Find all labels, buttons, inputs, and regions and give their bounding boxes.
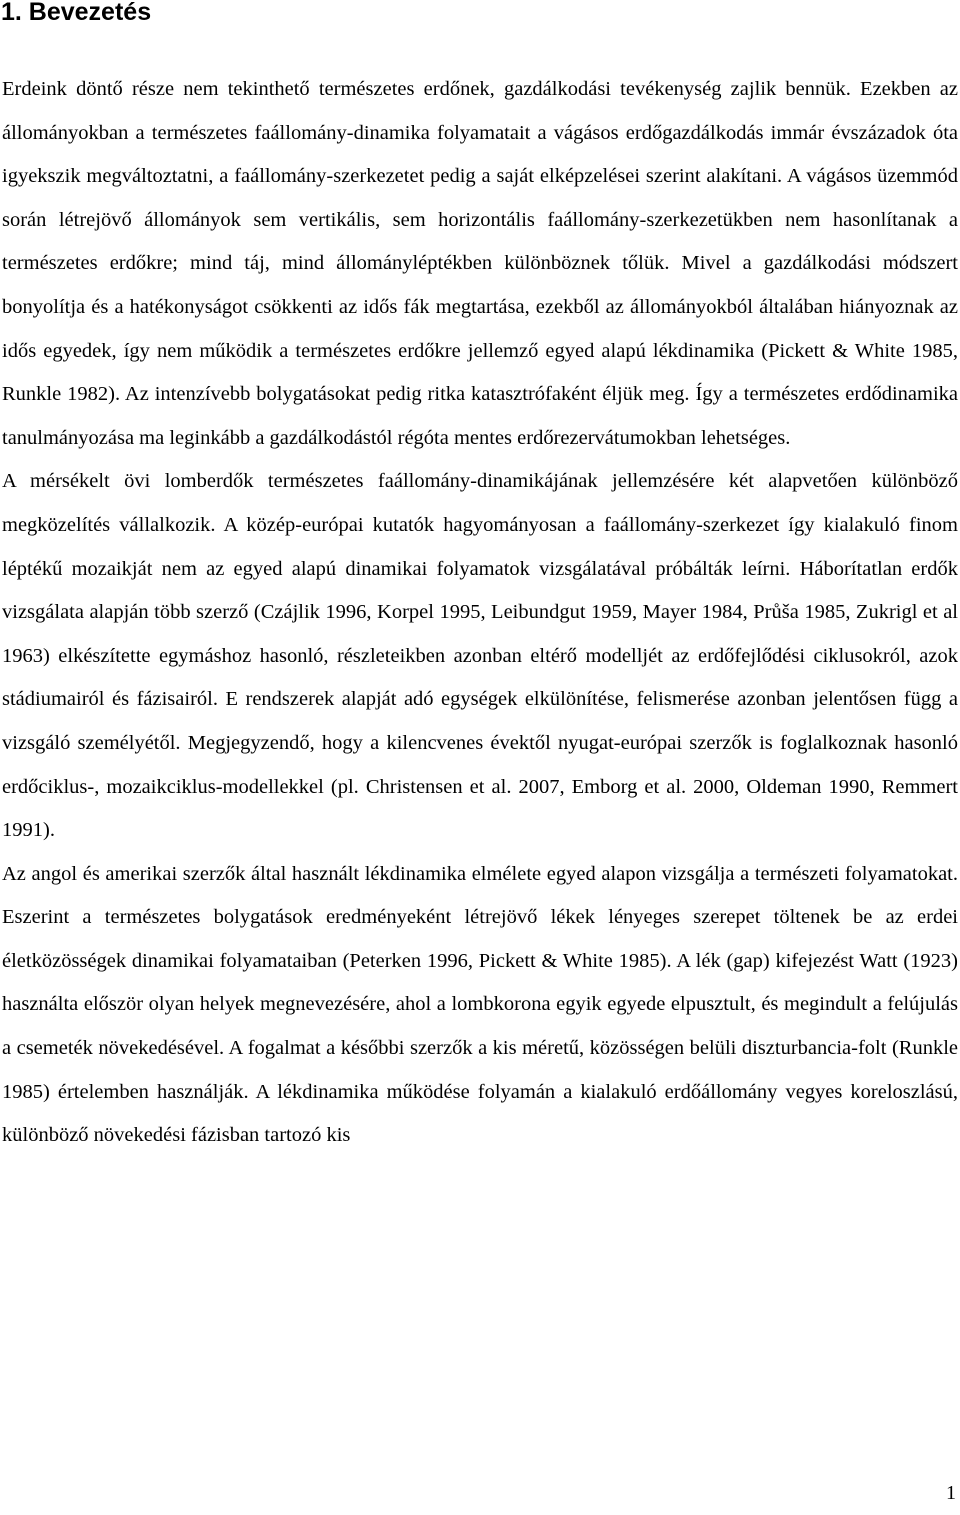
paragraph-1: Erdeink döntő része nem tekinthető természetes erdőnek, gazdálkodási tevékenység zajlik bennük. Ezekben az állományokban a természetes faállomány-dinamika folyamatait a vágásos erdőgazdálkodás immár évszázadok óta igyekszik megváltoztatni, a faállomány-szerkezetet pedig a saját elképzelései szerint alakítani. A vágásos üzemmód során létrejövő állományok sem vertikális, sem horizontális faállomány-szerkezetükben nem hasonlítanak a természetes erdőkre; mind táj, mind állományléptékben különböznek tőlük. Mivel a gazdálkodási módszert bonyolítja és a hatékonyságot csökkenti az idős fák megtartása, ezekből az állományokból általában hiányoznak az idős egyedek, így nem működik a természetes erdőkre jellemző egyed alapú lékdinamika (Pickett & White 1985, Runkle 1982). Az intenzívebb bolygatásokat pedig ritka katasztrófaként éljük meg. Így a természetes erdődinamika tanulmányozása ma leginkább a gazdálkodástól régóta mentes erdőrezervátumokban lehetséges.	[2, 78, 958, 449]
paragraph-2: A mérsékelt övi lomberdők természetes faállomány-dinamikájának jellemzésére két alapvetően különböző megközelítés vállalkozik. A közép-európai kutatók hagyományosan a faállomány-szerkezet így kialakuló finom léptékű mozaikját nem az egyed alapú dinamikai folyamatok vizsgálatával próbálták leírni. Háborítatlan erdők vizsgálata alapján több szerző (Czájlik 1996, Korpel 1995, Leibundgut 1959, Mayer 1984, Průša 1985, Zukrigl et al 1963) elkészítette egymáshoz hasonló, részleteikben azonban eltérő modelljét az erdőfejlődési ciklusokról, azok stádiumairól és fázisairól. E rendszerek alapját adó egységek elkülönítése, felismerése azonban jelentősen függ a vizsgáló személyétől. Megjegyzendő, hogy a kilencvenes évektől nyugat-európai szerzők is foglalkoznak hasonló erdőciklus-, mozaikciklus-modellekkel (pl. Christensen et al. 2007, Emborg et al. 2000, Oldeman 1990, Remmert 1991).	[2, 470, 958, 842]
section-heading: 1. Bevezetés	[1, 0, 152, 26]
body-text	[2, 68, 958, 1158]
paragraph-3: Az angol és amerikai szerzők által használt lékdinamika elmélete egyed alapon vizsgálja a természeti folyamatokat. Eszerint a természetes bolygatások eredményeként létrejövő lékek lényeges szerepet töltenek be az erdei életközösségek dinamikai folyamataiban (Peterken 1996, Pickett & White 1985). A lék (gap) kifejezést Watt (1923) használta először olyan helyek megnevezésére, ahol a lombkorona egyik egyede elpusztult, és megindult a felújulás a csemeték növekedésével. A fogalmat a későbbi szerzők a kis méretű, közösségen belüli diszturbancia-folt (Runkle 1985) értelemben használják. A lékdinamika működése folyamán a kialakuló erdőállomány vegyes koreloszlású, különböző növekedési fázisban tartozó kis	[2, 862, 958, 1147]
page-number: 1	[946, 1482, 956, 1504]
